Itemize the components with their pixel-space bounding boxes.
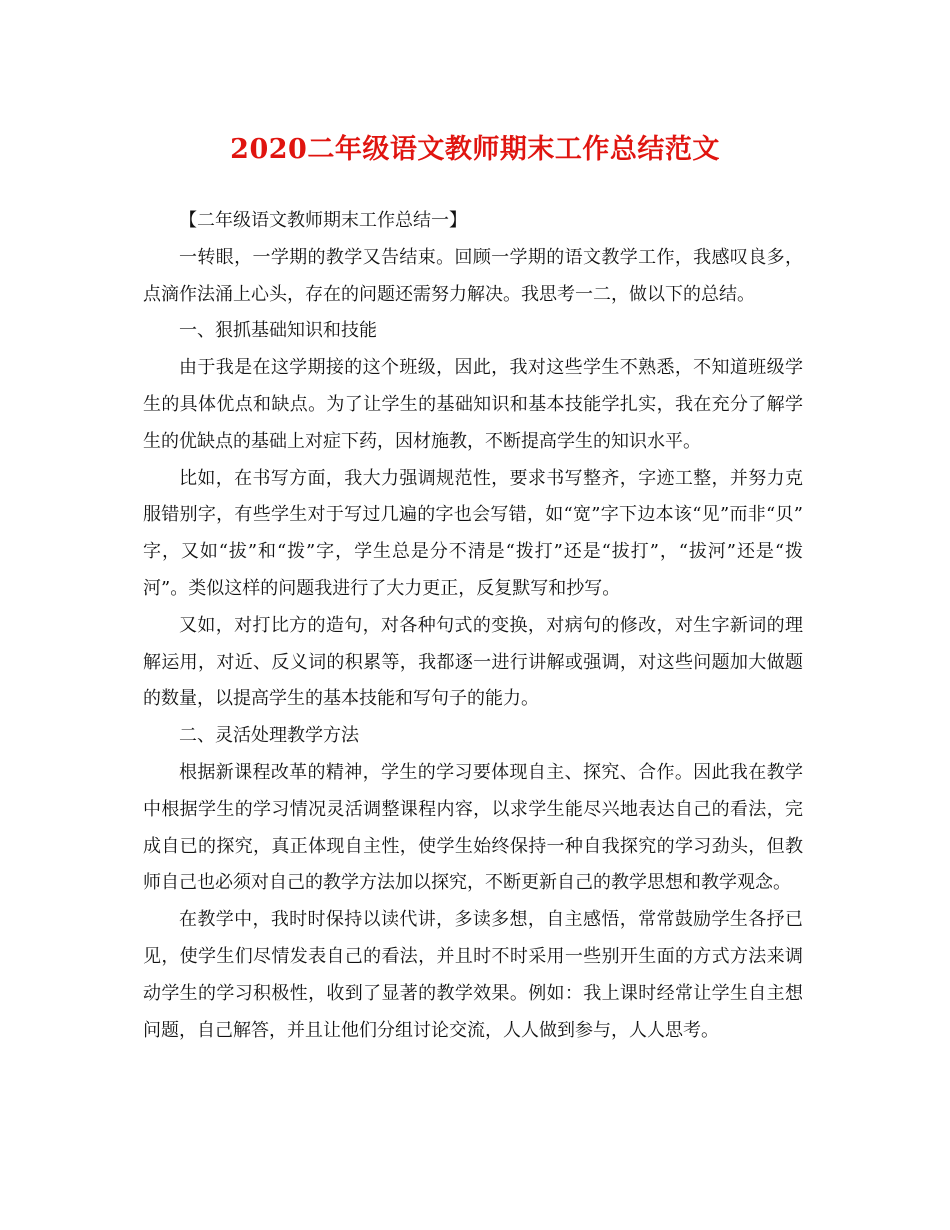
document-title: 2020二年级语文教师期末工作总结范文 xyxy=(230,134,720,165)
subheading: 二、灵活处理教学方法 xyxy=(179,725,359,747)
subheading: 一、狠抓基础知识和技能 xyxy=(179,320,377,342)
section-header: 【二年级语文教师期末工作总结一】 xyxy=(179,210,467,231)
paragraph: 比如，在书写方面，我大力强调规范性，要求书写整齐，字迹工整，并努力克服错别字，有些学生对于写过几遍的字也会写错，如“宽”字下边本该“见”而非“贝” 字，又如“拔”和“拨”字，学生总是分不清是“拨打”还是“拔打”，“拔河”还是“拨河”。类似这样的问题我进行了大力更正，反复默写和抄写。 xyxy=(143,467,803,599)
paragraph: 在教学中，我时时保持以读代讲，多读多想，自主感悟，常常鼓励学生各抒已见，使学生们尽情发表自己的看法，并且时不时采用一些别开生面的方式方法来调动学生的学习积极性，收到了显著的教学效果。例如：我上课时经常让学生自主想问题，自己解答，并且让他们分组讨论交流，人人做到参与，人人思考。 xyxy=(143,909,803,1041)
paragraph: 一转眼，一学期的教学又告结束。回顾一学期的语文教学工作，我感叹良多，点滴作法涌上心头，存在的问题还需努力解决。我思考一二，做以下的总结。 xyxy=(143,246,803,305)
paragraph: 由于我是在这学期接的这个班级，因此，我对这些学生不熟悉，不知道班级学生的具体优点和缺点。为了让学生的基础知识和基本技能学扎实，我在充分了解学生的优缺点的基础上对症下药，因材施教，不断提高学生的知识水平。 xyxy=(143,357,803,452)
document-body xyxy=(143,203,803,1049)
paragraph: 又如，对打比方的造句，对各种句式的变换，对病句的修改，对生字新词的理解运用，对近、反义词的积累等，我都逐一进行讲解或强调，对这些问题加大做题的数量，以提高学生的基本技能和写句子的能力。 xyxy=(143,614,803,710)
paragraph: 根据新课程改革的精神，学生的学习要体现自主、探究、合作。因此我在教学中根据学生的学习情况灵活调整课程内容，以求学生能尽兴地表达自己的看法，完成自已的探究，真正体现自主性，使学生始终保持一种自我探究的学习劲头，但教师自己也必须对自己的教学方法加以探究，不断更新自己的教学思想和教学观念。 xyxy=(143,761,803,894)
